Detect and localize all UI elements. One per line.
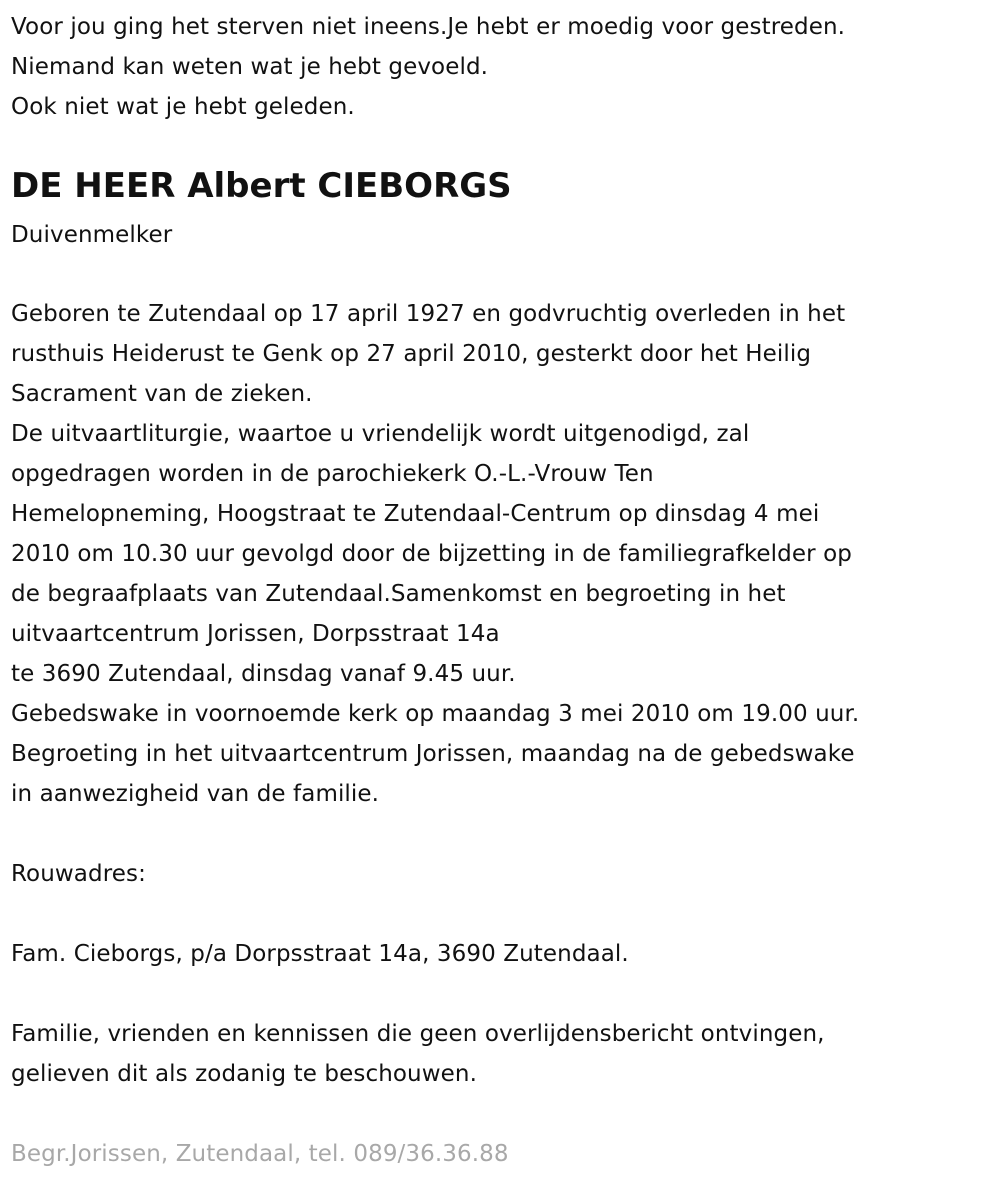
announcement-body — [11, 294, 859, 814]
poem — [11, 7, 845, 127]
occupation — [11, 215, 172, 255]
poem-line: Voor jou ging het sterven niet ineens.Je hebt er moedig voor gestreden. — [11, 14, 846, 40]
notice-line: gelieven dit als zodanig te beschouwen. — [11, 1061, 477, 1087]
funeral-director-footer — [11, 1134, 509, 1174]
body-line: De uitvaartliturgie, waartoe u vriendelijk wordt uitgenodigd, zal — [11, 421, 750, 447]
body-line: Sacrament van de zieken. — [11, 381, 313, 407]
body-line: in aanwezigheid van de familie. — [11, 781, 380, 807]
body-line: de begraafplaats van Zutendaal.Samenkomst en begroeting in het — [11, 581, 786, 607]
body-line: te 3690 Zutendaal, dinsdag vanaf 9.45 uur. — [11, 661, 516, 687]
body-line: Hemelopneming, Hoogstraat te Zutendaal-Centrum op dinsdag 4 mei — [11, 501, 820, 527]
rouwadres — [11, 934, 629, 974]
poem-line: Ook niet wat je hebt geleden. — [11, 94, 355, 120]
notice — [11, 1014, 825, 1094]
body-line: Geboren te Zutendaal op 17 april 1927 en godvruchtig overleden in het — [11, 301, 846, 327]
body-line: Begroeting in het uitvaartcentrum Jorissen, maandag na de gebedswake — [11, 741, 855, 767]
deceased-name-title: DE HEER Albert CIEBORGS — [11, 166, 512, 206]
rouwadres-text: Fam. Cieborgs, p/a Dorpsstraat 14a, 3690 Zutendaal. — [11, 941, 629, 967]
rouwadres-label — [11, 854, 146, 894]
body-line: opgedragen worden in de parochiekerk O.-L.-Vrouw Ten — [11, 461, 654, 487]
occupation-text: Duivenmelker — [11, 222, 173, 248]
body-line: rusthuis Heiderust te Genk op 27 april 2010, gesterkt door het Heilig — [11, 341, 812, 367]
rouwadres-label-text: Rouwadres: — [11, 861, 146, 887]
footer-text: Begr.Jorissen, Zutendaal, tel. 089/36.36.88 — [11, 1141, 509, 1167]
poem-line: Niemand kan weten wat je hebt gevoeld. — [11, 54, 489, 80]
notice-line: Familie, vrienden en kennissen die geen overlijdensbericht ontvingen, — [11, 1021, 825, 1047]
body-line: 2010 om 10.30 uur gevolgd door de bijzetting in de familiegrafkelder op — [11, 541, 852, 567]
body-line: uitvaartcentrum Jorissen, Dorpsstraat 14a — [11, 621, 500, 647]
body-line: Gebedswake in voornoemde kerk op maandag 3 mei 2010 om 19.00 uur. — [11, 701, 860, 727]
